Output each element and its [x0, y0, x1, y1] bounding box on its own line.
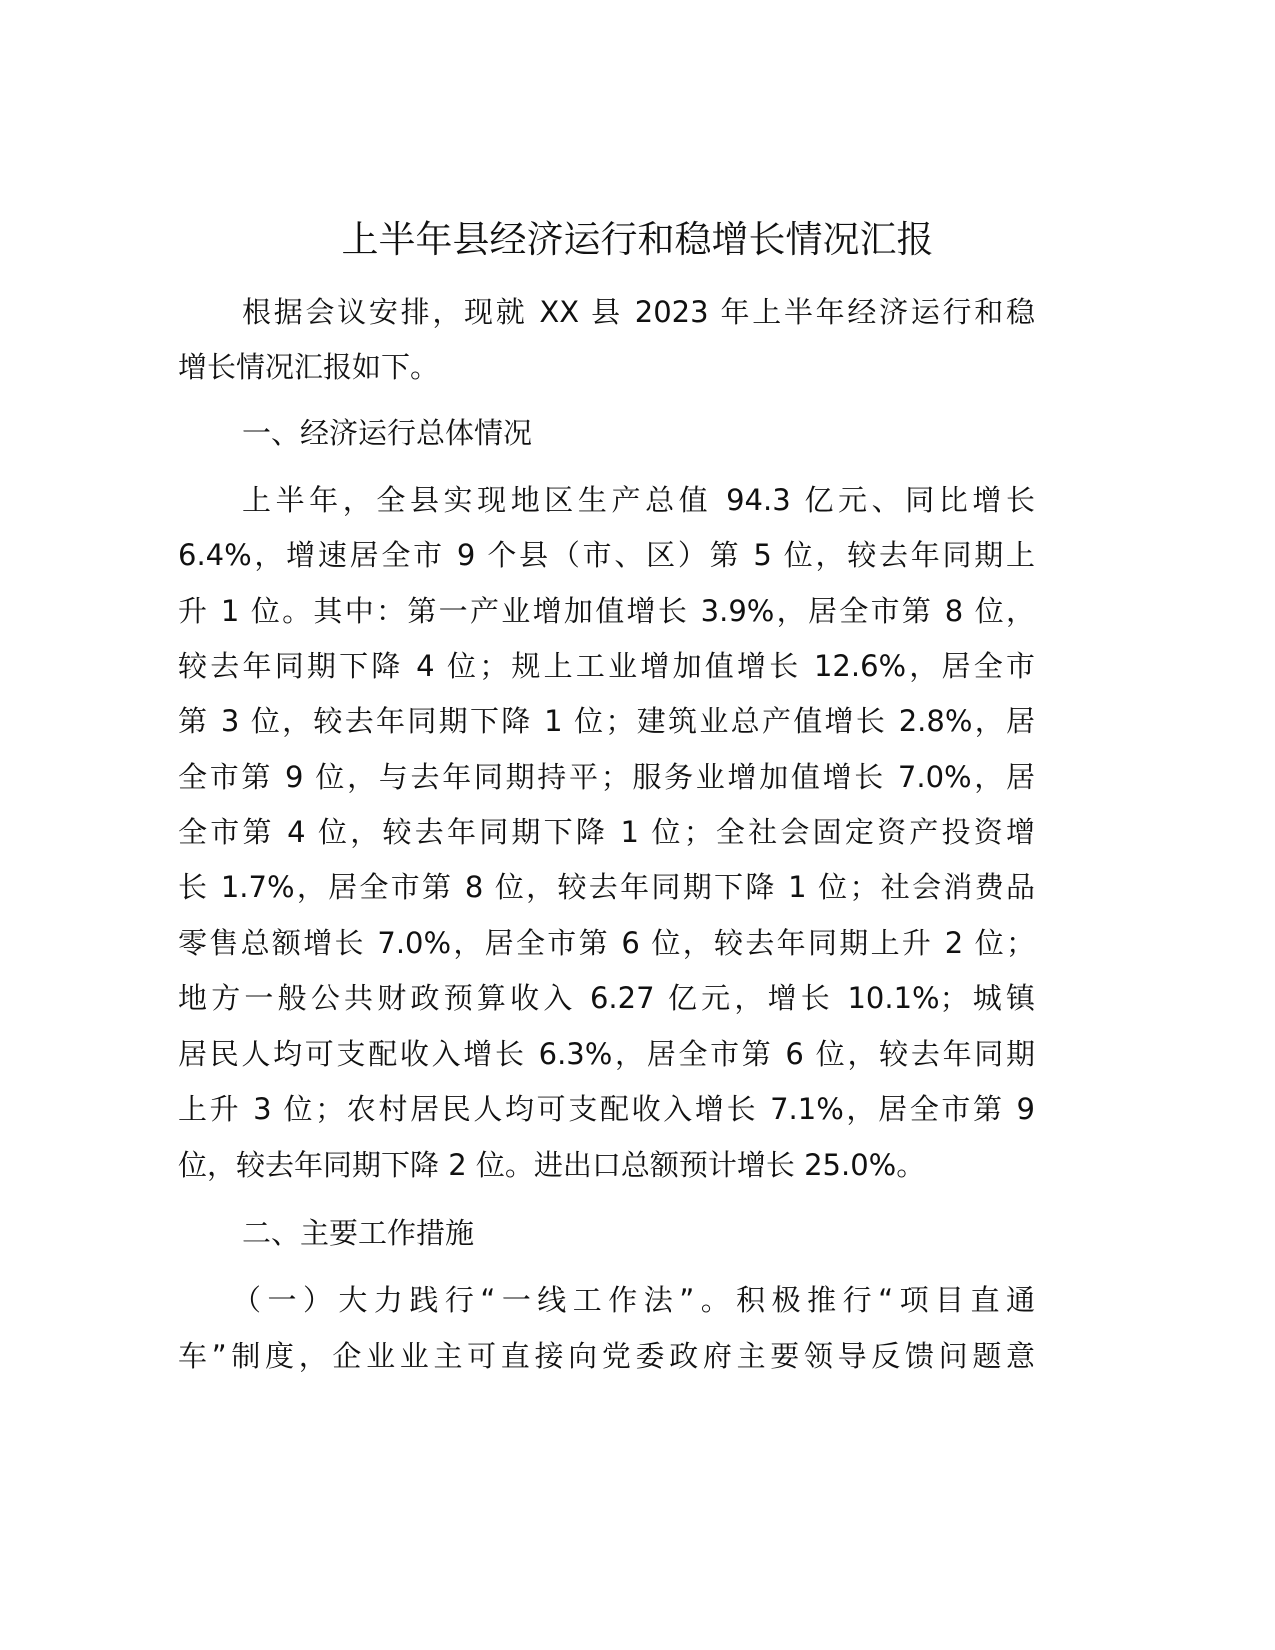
- overview-line: 第 3 位，较去年同期下降 1 位；建筑业总产值增长 2.8%，居: [178, 704, 1035, 738]
- overview-line: 零售总额增长 7.0%，居全市第 6 位，较去年同期上升 2 位；: [178, 926, 1035, 960]
- overview-line: 长 1.7%，居全市第 8 位，较去年同期下降 1 位；社会消费品: [178, 870, 1035, 904]
- overview-line: 位，较去年同期下降 2 位。进出口总额预计增长 25.0%。: [178, 1148, 926, 1182]
- overview-line: 全市第 9 位，与去年同期持平；服务业增加值增长 7.0%，居: [178, 760, 1035, 794]
- section-heading-1: 一、经济运行总体情况: [242, 416, 533, 450]
- document-title: 上半年县经济运行和稳增长情况汇报: [341, 218, 934, 261]
- overview-line: 全市第 4 位，较去年同期下降 1 位；全社会固定资产投资增: [178, 815, 1035, 849]
- overview-line: 上半年，全县实现地区生产总值 94.3 亿元、同比增长: [242, 483, 1035, 517]
- overview-line: 上升 3 位；农村居民人均可支配收入增长 7.1%，居全市第 9: [178, 1092, 1035, 1126]
- overview-line: 地方一般公共财政预算收入 6.27 亿元，增长 10.1%；城镇: [178, 981, 1035, 1015]
- measures-line: （一）大力践行“一线工作法”。积极推行“项目直通: [232, 1283, 1035, 1317]
- overview-line: 升 1 位。其中：第一产业增加值增长 3.9%，居全市第 8 位，: [178, 594, 1035, 628]
- overview-line: 居民人均可支配收入增长 6.3%，居全市第 6 位，较去年同期: [178, 1037, 1035, 1071]
- measures-line: 车”制度，企业业主可直接向党委政府主要领导反馈问题意: [178, 1339, 1035, 1373]
- overview-line: 6.4%，增速居全市 9 个县（市、区）第 5 位，较去年同期上: [178, 538, 1035, 572]
- intro-line: 根据会议安排，现就 XX 县 2023 年上半年经济运行和稳: [242, 295, 1035, 329]
- section-heading-2: 二、主要工作措施: [242, 1216, 475, 1250]
- overview-line: 较去年同期下降 4 位；规上工业增加值增长 12.6%，居全市: [178, 649, 1035, 683]
- intro-line: 增长情况汇报如下。: [178, 350, 440, 384]
